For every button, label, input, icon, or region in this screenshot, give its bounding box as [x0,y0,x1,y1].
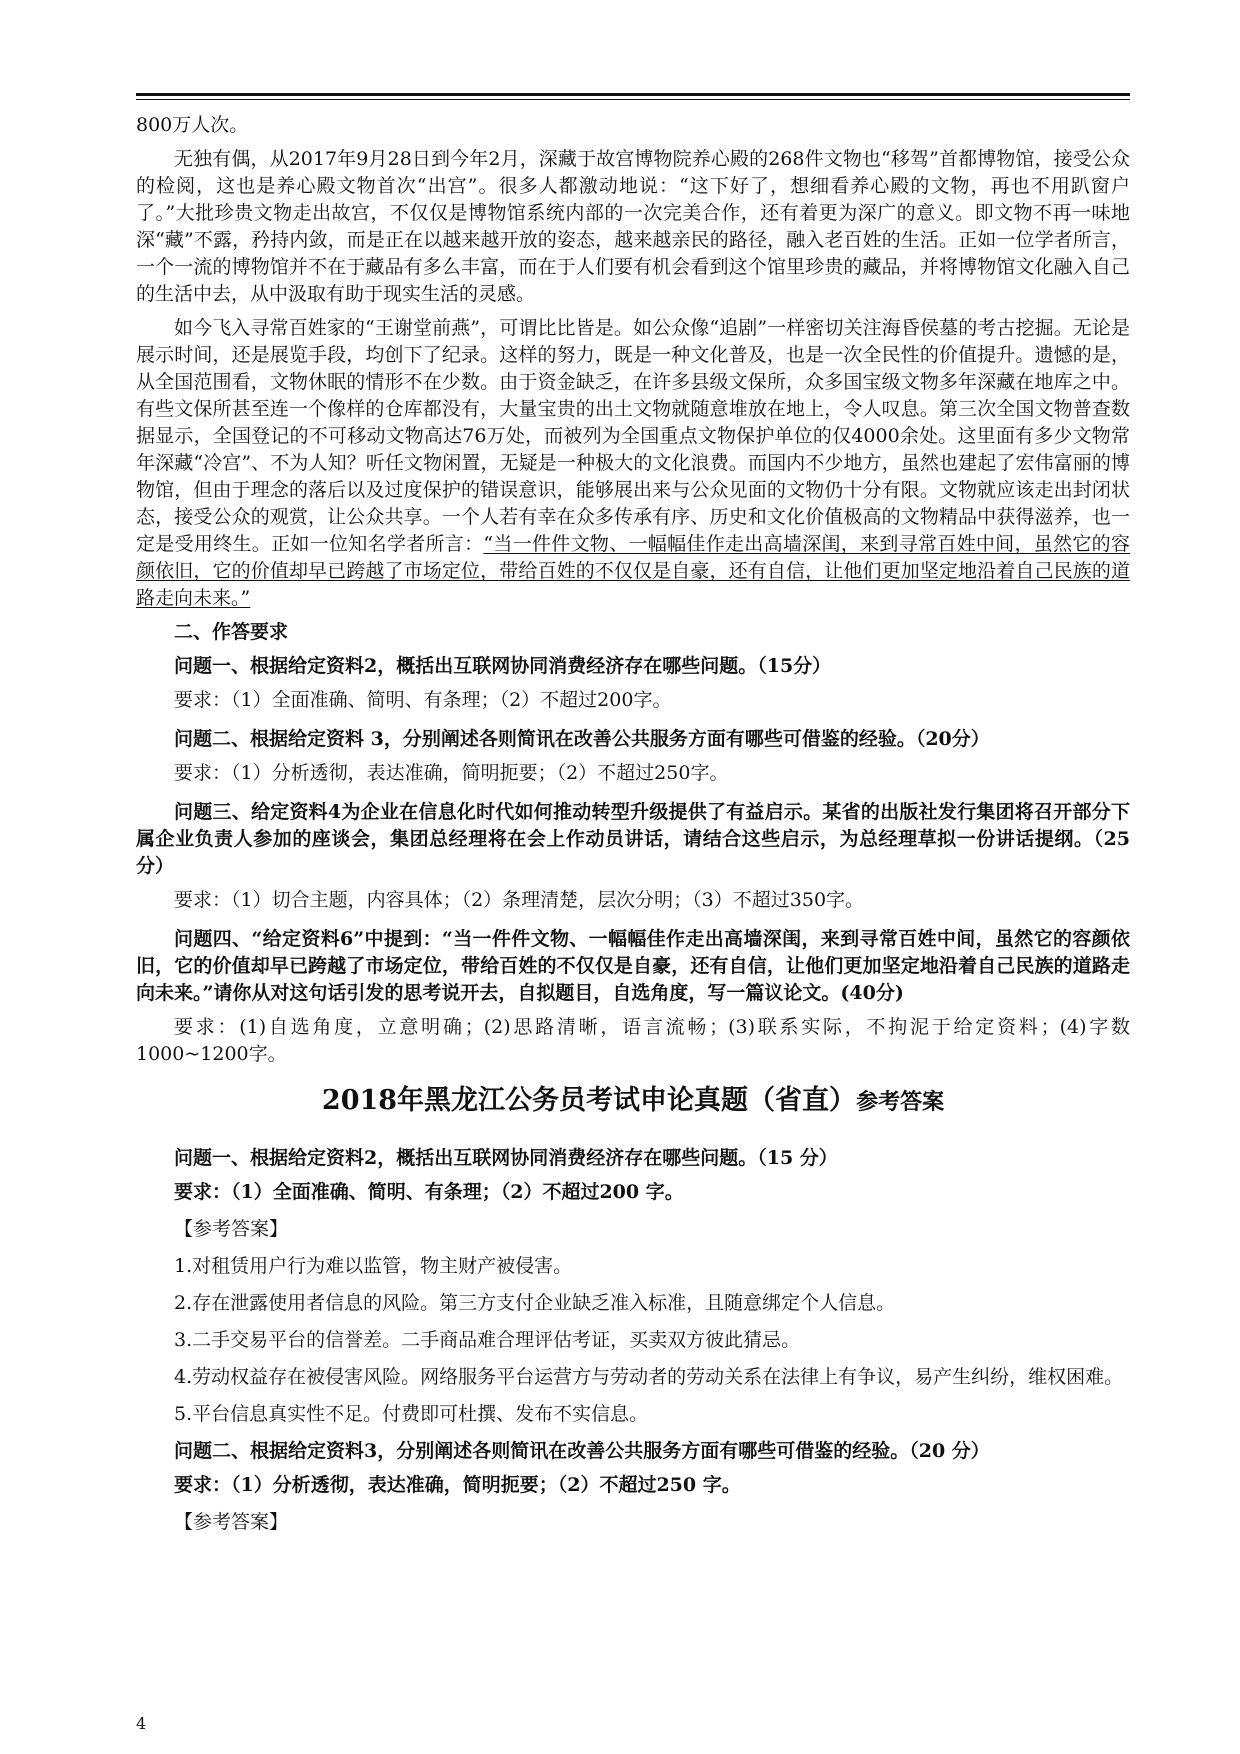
answer-question: 问题二、根据给定资料3，分别阐述各则简讯在改善公共服务方面有哪些可借鉴的经验。（20 分） [174,1440,990,1462]
answer-item-5: 5.平台信息真实性不足。付费即可杜撰、发布不实信息。 [174,1403,649,1425]
document-page [136,0,1130,1754]
intro-line: 800万人次。 [136,114,249,136]
answer-item-4: 4.劳动权益存在被侵害风险。网络服务平台运营方与劳动者的劳动关系在法律上有争议，易产生纠纷，维权困难。 [174,1366,1124,1388]
question-4 [136,926,1130,1068]
answer-title-suffix: 参考答案 [856,1089,945,1115]
question-1 [136,653,1130,714]
answer-item-2: 2.存在泄露使用者信息的风险。第三方支付企业缺乏准入标准，且随意绑定个人信息。 [174,1292,896,1314]
answer-title [136,1082,1130,1121]
question-2 [136,726,1130,787]
answer-item-3: 3.二手交易平台的信誉差。二手商品难合理评估考证，买卖双方彼此猜忌。 [174,1329,801,1351]
answer-section-1 [136,1145,1130,1428]
question-title: 问题一、根据给定资料2，概括出互联网协同消费经济存在哪些问题。（15分） [174,655,832,677]
question-title: 问题四、“给定资料6”中提到：“当一件件文物、一幅幅佳作走出高墙深闺，来到寻常百姓中间，虽然它的容颜依旧，它的价值却早已跨越了市场定位，带给百姓的不仅仅是自豪，还有自信，让他们更加坚定地沿着自己民族的道路走向未来。”请你从对这句话引发的思考说开去，自拟题目，自选角度，写一篇议论文。(40分) [136,928,1130,1004]
question-requirement: 要求：（1）全面准确、简明、有条理；（2）不超过200字。 [174,689,672,711]
question-requirement: 要求：（1）切合主题，内容具体；（2）条理清楚，层次分明；（3）不超过350字。 [174,889,865,911]
header-rule-thick [136,93,1130,96]
answer-title-main: 2018年黑龙江公务员考试申论真题（省直） [321,1085,857,1116]
header-rule-thin [136,99,1130,100]
question-title: 问题二、根据给定资料 3，分别阐述各则简讯在改善公共服务方面有哪些可借鉴的经验。（20分） [174,728,990,750]
paragraph-2-main: 如今飞入寻常百姓家的“王谢堂前燕”，可谓比比皆是。如公众像“追剧”一样密切关注海昏侯墓的考古挖掘。无论是展示时间，还是展览手段，均创下了纪录。这样的努力，既是一种文化普及，也是一次全民性的价值提升。遗憾的是，从全国范围看，文物休眠的情形不在少数。由于资金缺乏，在许多县级文保所，众多国宝级文物多年深藏在地库之中。有些文保所甚至连一个像样的仓库都没有，大量宝贵的出土文物就随意堆放在地上，令人叹息。第三次全国文物普查数据显示，全国登记的不可移动文物高达76万处，而被列为全国重点文物保护单位的仅4000余处。这里面有多少文物常年深藏“冷宫”、不为人知？听任文物闲置，无疑是一种极大的文化浪费。而国内不少地方，虽然也建起了宏伟富丽的博物馆，但由于理念的落后以及过度保护的错误意识，能够展出来与公众见面的文物仍十分有限。文物就应该走出封闭状态，接受公众的观赏，让公众共享。一个人若有幸在众多传承有序、历史和文化价值极高的文物精品中获得滋养，也一定是受用终生。正如一位知名学者所言： [136,317,1130,555]
answer-label: 【参考答案】 [174,1218,289,1240]
answer-question: 问题一、根据给定资料2，概括出互联网协同消费经济存在哪些问题。（15 分） [174,1147,838,1169]
answer-requirement: 要求：（1）全面准确、简明、有条理；（2）不超过200 字。 [174,1181,684,1203]
question-requirement: 要求：(1)自选角度，立意明确；(2)思路清晰，语言流畅；(3)联系实际，不拘泥于给定资料；(4)字数1000~1200字。 [136,1016,1130,1065]
section-heading: 二、作答要求 [174,621,289,643]
question-title: 问题三、给定资料4为企业在信息化时代如何推动转型升级提供了有益启示。某省的出版社发行集团将召开部分下属企业负责人参加的座谈会，集团总经理将在会上作动员讲话，请结合这些启示，为总经理草拟一份讲话提纲。（25分） [136,801,1130,877]
answer-item-1: 1.对租赁用户行为难以监管，物主财产被侵害。 [174,1255,573,1277]
question-requirement: 要求：（1）分析透彻，表达准确，简明扼要；（2）不超过250字。 [174,762,729,784]
page-content [136,112,1130,1543]
paragraph-2-quote: “当一件件文物、一幅幅佳作走出高墙深闺，来到寻常百姓中间，虽然它的容颜依旧，它的价值却早已跨越了市场定位，带给百姓的不仅仅是自豪，还有自信，让他们更加坚定地沿着自己民族的道路走向未来。” [136,533,1130,609]
answer-label: 【参考答案】 [174,1511,289,1533]
answer-requirement: 要求：（1）分析透彻，表达准确，简明扼要；（2）不超过250 字。 [174,1474,741,1496]
paragraph-1: 无独有偶，从2017年9月28日到今年2月，深藏于故宫博物院养心殿的268件文物也“移驾”首都博物馆，接受公众的检阅，这也是养心殿文物首次“出宫”。很多人都激动地说：“这下好了，想细看养心殿的文物，再也不用趴窗户了。”大批珍贵文物走出故宫，不仅仅是博物馆系统内部的一次完美合作，还有着更为深广的意义。即文物不再一味地深“藏”不露，矜持内敛，而是正在以越来越开放的姿态，越来越亲民的路径，融入老百姓的生活。正如一位学者所言，一个一流的博物馆并不在于藏品有多么丰富，而在于人们要有机会看到这个馆里珍贵的藏品，并将博物馆文化融入自己的生活中去，从中汲取有助于现实生活的灵感。 [136,148,1130,305]
page-number: 4 [136,1714,147,1733]
paragraph-2 [136,315,1130,612]
question-3 [136,799,1130,914]
answer-section-2 [136,1438,1130,1536]
